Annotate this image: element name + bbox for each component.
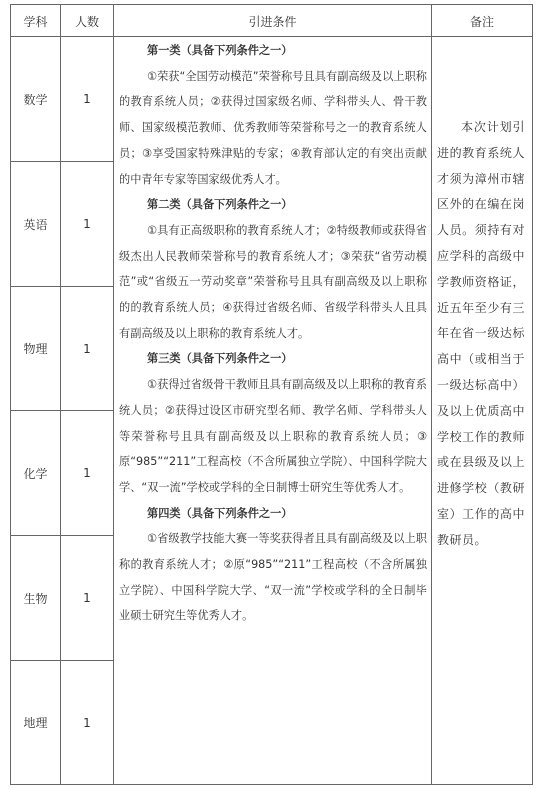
row-subject: 生物 bbox=[23, 591, 48, 606]
row-subject: 数学 bbox=[23, 92, 48, 107]
category-text: ①省级教学技能大赛一等奖获得者且具有副高级及以上职称的教育系统人才；②原“985”“211”工程高校（不含所属独立学院）、中国科学院大学、“双一流”学校或学科的全日制毕业硕士研究生等优秀人才。 bbox=[119, 532, 427, 623]
recruitment-table bbox=[10, 4, 533, 785]
header-subject: 学科 bbox=[23, 14, 48, 29]
row-subject: 物理 bbox=[23, 342, 48, 356]
category-title: 第一类（具备下列条件之一） bbox=[147, 44, 293, 57]
category-title: 第三类（具备下列条件之一） bbox=[147, 352, 293, 366]
row-count: 1 bbox=[83, 715, 91, 730]
row-count: 1 bbox=[83, 591, 91, 605]
row-subject: 地理 bbox=[23, 716, 48, 730]
category-text: ①获得过省级骨干教师且具有副高级及以上职称的教育系统人员；②获得过设区市研究型名师、教学名师、学科带头人等荣誉称号且具有副高级及以上职称的教育系统人员；③原“985”“211”工程高校（不含所属独立学院）、中国科学院大学、“双一流”学校或学科的全日制博士研究生等优秀人才。 bbox=[119, 378, 427, 494]
row-subject: 化学 bbox=[23, 466, 48, 481]
row-count: 1 bbox=[83, 92, 91, 106]
category-title: 第四类（具备下列条件之一） bbox=[147, 506, 293, 520]
col-divider bbox=[431, 5, 432, 784]
col-divider bbox=[113, 5, 114, 784]
category-text: ①具有正高级职称的教育系统人才；②特级教师或获得省级杰出人民教师荣誉称号的教育系统人才；③荣获“省劳动模范”或“省级五一劳动奖章”荣誉称号且具有副高级及以上职称的的教育系统人员；④获得过省级名师、省级学科带头人且具有副高级及以上职称的教育系统人才。 bbox=[119, 223, 427, 340]
row-count: 1 bbox=[83, 341, 91, 356]
header-count: 人数 bbox=[74, 14, 99, 29]
category-text: ①荣获“全国劳动模范”荣誉称号且具有副高级及以上职称的教育系统人员；②获得过国家级名师、学科带头人、骨干教师、国家级模范教师、优秀教师等荣誉称号之一的教育系统人员；③享受国家特殊津贴的专家；④教育部认定的有突出贡献的中青年专家等国家级优秀人才。 bbox=[119, 69, 427, 186]
row-subject: 英语 bbox=[23, 217, 48, 232]
note-cell: 本次计划引进的教育系统人才须为漳州市辖区外的在编在岗人员。须持有对应学科的高级中学教师资格证，近五年至少有三年在省一级达标高中（或相当于一级达标高中）及以上优质高中学校工作的教师或在县级及以上进修学校（教研室）工作的高中教研员。 bbox=[437, 120, 525, 547]
row-count: 1 bbox=[83, 466, 91, 480]
header-conditions: 引进条件 bbox=[248, 14, 297, 29]
category-title: 第二类（具备下列条件之一） bbox=[147, 198, 293, 212]
row-count: 1 bbox=[83, 217, 91, 231]
conditions-cell bbox=[119, 38, 427, 629]
header-note: 备注 bbox=[469, 14, 494, 29]
